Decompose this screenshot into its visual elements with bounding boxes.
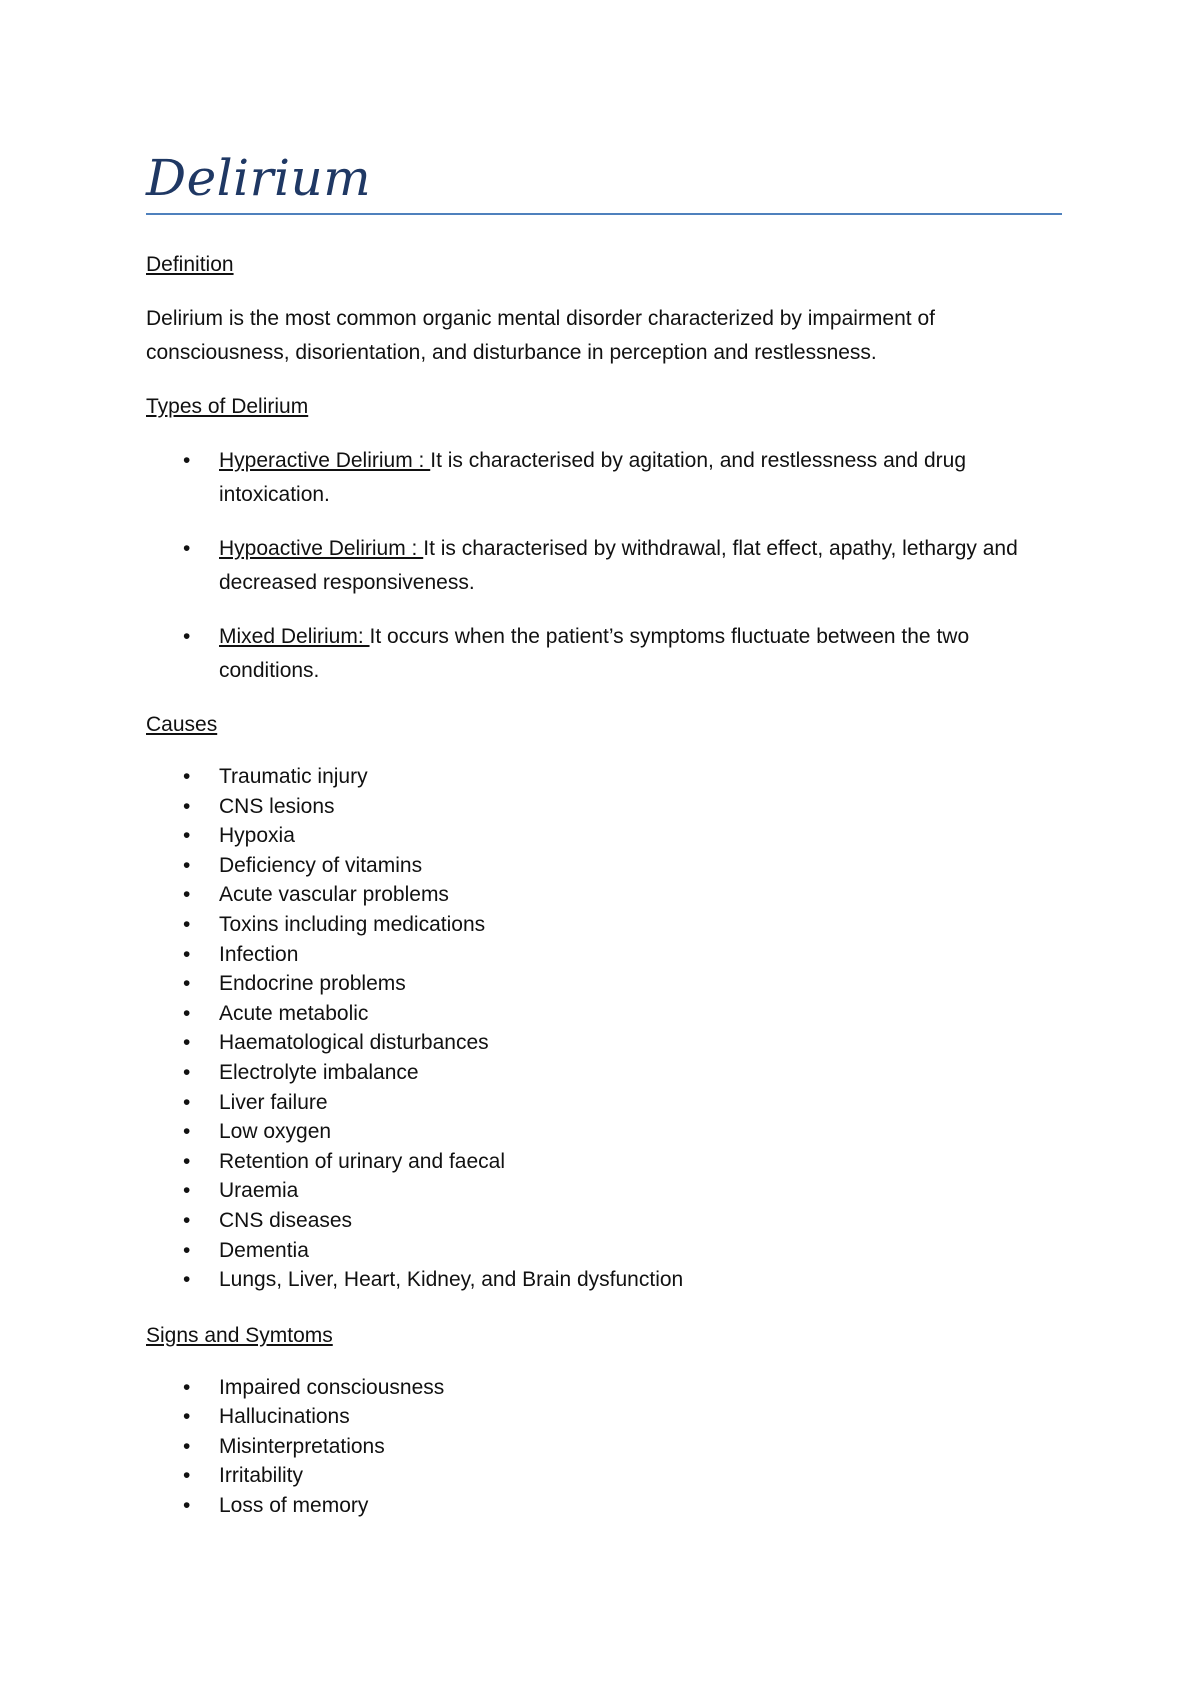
sign-list-item	[146, 1461, 1062, 1491]
cause-list-item-text: Hypoxia	[219, 824, 295, 848]
bullet-icon: •	[183, 1375, 191, 1399]
bullet-icon: •	[183, 449, 191, 472]
types-list	[146, 444, 1062, 688]
sign-list-item	[146, 1373, 1062, 1403]
bullet-icon: •	[183, 972, 191, 996]
bullet-icon: •	[183, 1434, 191, 1458]
cause-list-item-text: Dementia	[219, 1238, 309, 1262]
cause-list-item-text: Electrolyte imbalance	[219, 1060, 419, 1084]
bullet-icon: •	[183, 1208, 191, 1232]
bullet-icon: •	[183, 1494, 191, 1518]
cause-list-item-text: Uraemia	[219, 1179, 299, 1203]
types-list-item-hypoactive	[146, 532, 1062, 600]
type-description: It is characterised by agitation, and restlessness and drug intoxication.	[219, 449, 967, 506]
cause-list-item	[146, 1206, 1062, 1236]
cause-list-item-text: Traumatic injury	[219, 765, 368, 788]
types-list-item-hyperactive	[146, 444, 1062, 512]
bullet-icon: •	[183, 853, 191, 877]
sign-list-item-text: Hallucinations	[219, 1405, 350, 1429]
bullet-icon: •	[183, 1001, 191, 1025]
cause-list-item-text: Haematological disturbances	[219, 1031, 489, 1055]
bullet-icon: •	[183, 1120, 191, 1144]
cause-list-item	[146, 1028, 1062, 1058]
cause-list-item	[146, 1117, 1062, 1147]
sign-list-item-text: Loss of memory	[219, 1494, 369, 1518]
bullet-icon: •	[183, 824, 191, 848]
bullet-icon: •	[183, 883, 191, 907]
bullet-icon: •	[183, 1405, 191, 1429]
bullet-icon: •	[183, 1268, 191, 1292]
bullet-icon: •	[183, 912, 191, 936]
document-body	[146, 248, 1062, 1545]
cause-list-item	[146, 792, 1062, 822]
title-underline-divider	[146, 213, 1062, 215]
type-description: It is characterised by withdrawal, flat effect, apathy, lethargy and decreased responsiveness.	[219, 537, 1018, 594]
sign-list-item-text: Misinterpretations	[219, 1434, 385, 1458]
cause-list-item-text: Endocrine problems	[219, 972, 406, 996]
bullet-icon: •	[183, 1149, 191, 1173]
types-list-item-mixed	[146, 620, 1062, 688]
cause-list-item-text: Deficiency of vitamins	[219, 853, 423, 877]
cause-list-item-text: CNS diseases	[219, 1208, 353, 1232]
sign-list-item-text: Impaired consciousness	[219, 1375, 445, 1399]
definition-heading: Definition	[146, 253, 234, 276]
type-term: Hypoactive Delirium :	[219, 537, 424, 560]
bullet-icon: •	[183, 1060, 191, 1084]
signs-heading: Signs and Symtoms	[146, 1323, 333, 1347]
page-title: Delirium	[146, 149, 372, 207]
sign-list-item	[146, 1491, 1062, 1521]
bullet-icon: •	[183, 765, 191, 788]
causes-heading: Causes	[146, 713, 218, 736]
cause-list-item	[146, 851, 1062, 881]
cause-list-item	[146, 762, 1062, 792]
bullet-icon: •	[183, 1179, 191, 1203]
cause-list-item-text: Acute vascular problems	[219, 883, 449, 907]
signs-list	[146, 1373, 1062, 1521]
causes-list	[146, 762, 1062, 1295]
cause-list-item	[146, 821, 1062, 851]
sign-list-item	[146, 1402, 1062, 1432]
cause-list-item-text: Toxins including medications	[219, 912, 486, 936]
type-description: It occurs when the patient’s symptoms fluctuate between the two conditions.	[219, 625, 970, 682]
bullet-icon: •	[183, 1031, 191, 1055]
bullet-icon: •	[183, 1238, 191, 1262]
bullet-icon: •	[183, 537, 191, 560]
cause-list-item-text: Liver failure	[219, 1090, 328, 1114]
cause-list-item-text: Infection	[219, 942, 299, 966]
cause-list-item-text: Lungs, Liver, Heart, Kidney, and Brain dysfunction	[219, 1268, 684, 1292]
cause-list-item	[146, 1147, 1062, 1177]
types-heading: Types of Delirium	[146, 395, 309, 418]
type-term: Mixed Delirium:	[219, 625, 370, 648]
cause-list-item	[146, 969, 1062, 999]
bullet-icon: •	[183, 942, 191, 966]
cause-list-item	[146, 880, 1062, 910]
cause-list-item	[146, 1236, 1062, 1266]
cause-list-item	[146, 940, 1062, 970]
cause-list-item	[146, 1088, 1062, 1118]
cause-list-item	[146, 1058, 1062, 1088]
bullet-icon: •	[183, 1464, 191, 1488]
type-term: Hyperactive Delirium :	[219, 449, 431, 472]
cause-list-item	[146, 910, 1062, 940]
bullet-icon: •	[183, 1090, 191, 1114]
cause-list-item-text: Low oxygen	[219, 1120, 332, 1144]
cause-list-item-text: CNS lesions	[219, 794, 335, 818]
sign-list-item	[146, 1432, 1062, 1462]
cause-list-item-text: Acute metabolic	[219, 1001, 369, 1025]
bullet-icon: •	[183, 794, 191, 818]
sign-list-item-text: Irritability	[219, 1464, 304, 1488]
cause-list-item	[146, 999, 1062, 1029]
definition-text: Delirium is the most common organic mental disorder characterized by impairment of consciousness, disorientation, and disturbance in perception and restlessness.	[146, 307, 935, 364]
cause-list-item	[146, 1176, 1062, 1206]
cause-list-item-text: Retention of urinary and faecal	[219, 1149, 506, 1173]
cause-list-item	[146, 1265, 1062, 1295]
bullet-icon: •	[183, 625, 191, 648]
